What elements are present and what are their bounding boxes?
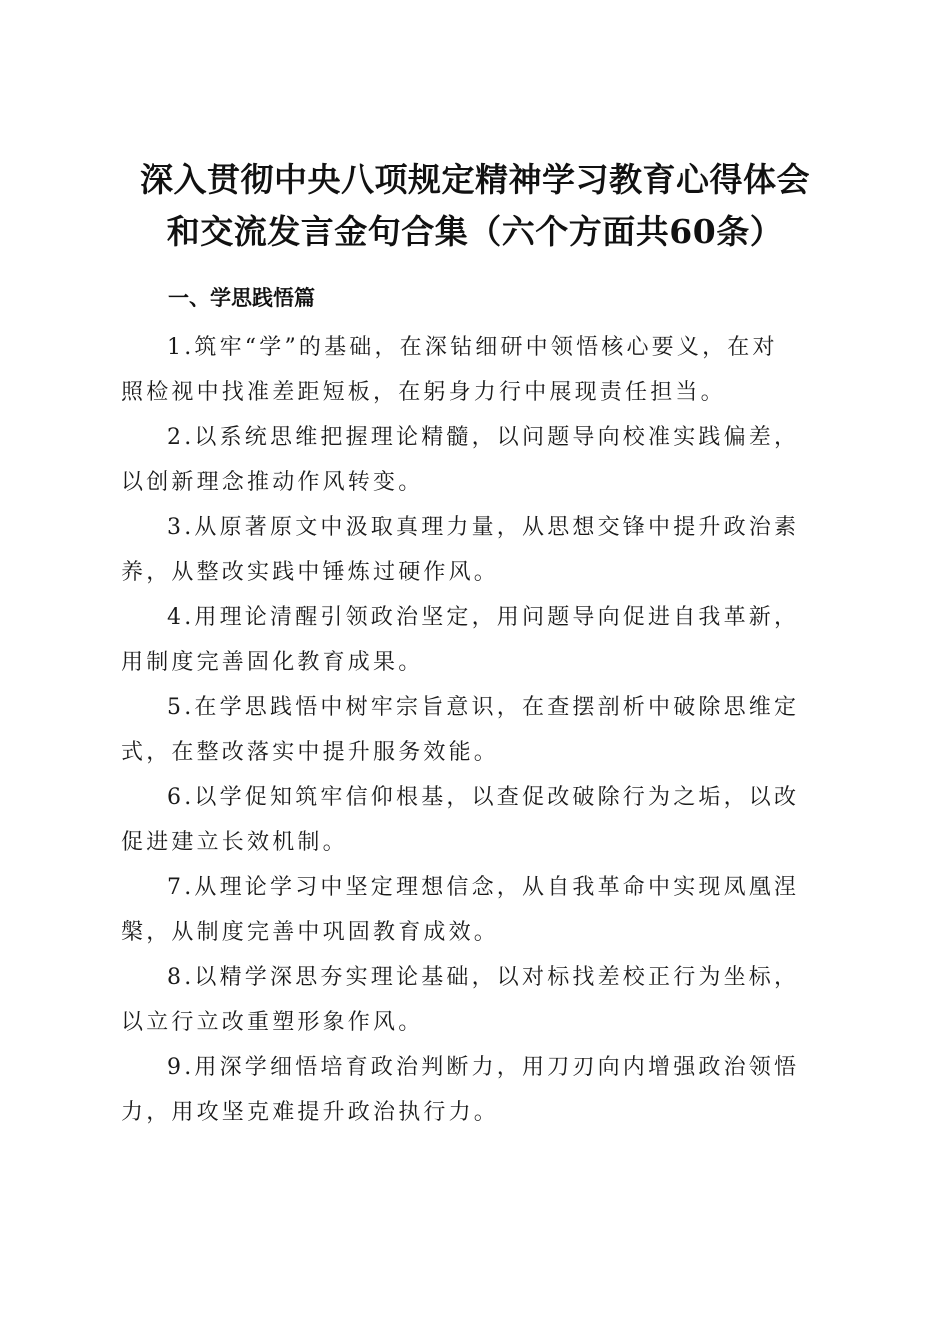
title-line-2: 和交流发言金句合集（六个方面共60条） — [166, 212, 784, 252]
quote-line: 式，在整改落实中提升服务效能。 — [121, 740, 500, 765]
quote-item-9 — [121, 1045, 831, 1135]
quote-line: 3.从原著原文中汲取真理力量，从思想交锋中提升政治素 — [167, 515, 800, 540]
quote-line: 以立行立改重塑形象作风。 — [121, 1010, 424, 1035]
quote-item-5 — [121, 685, 831, 775]
quote-line: 照检视中找准差距短板，在躬身力行中展现责任担当。 — [121, 380, 726, 405]
quote-line: 2.以系统思维把握理论精髓，以问题导向校准实践偏差， — [167, 425, 800, 450]
quote-list — [121, 325, 831, 1135]
quote-item-8 — [121, 955, 831, 1045]
quote-item-1 — [121, 325, 831, 415]
quote-line: 促进建立长效机制。 — [121, 830, 348, 855]
quote-line: 1.筑牢“学”的基础，在深钻细研中领悟核心要义，在对 — [167, 335, 778, 360]
quote-line: 以创新理念推动作风转变。 — [121, 470, 424, 495]
quote-line: 9.用深学细悟培育政治判断力，用刀刃向内增强政治领悟 — [167, 1055, 800, 1080]
quote-item-2 — [121, 415, 831, 505]
quote-item-3 — [121, 505, 831, 595]
quote-line: 用制度完善固化教育成果。 — [121, 650, 424, 675]
quote-line: 7.从理论学习中坚定理想信念，从自我革命中实现凤凰涅 — [167, 875, 800, 900]
quote-line: 5.在学思践悟中树牢宗旨意识，在查摆剖析中破除思维定 — [167, 695, 800, 720]
quote-line: 6.以学促知筑牢信仰根基，以查促改破除行为之垢，以改 — [167, 785, 800, 810]
quote-line: 8.以精学深思夯实理论基础，以对标找差校正行为坐标， — [167, 965, 800, 990]
quote-line: 力，用攻坚克难提升政治执行力。 — [121, 1100, 500, 1125]
quote-item-7 — [121, 865, 831, 955]
quote-line: 槃，从制度完善中巩固教育成效。 — [121, 920, 500, 945]
quote-line: 4.用理论清醒引领政治坚定，用问题导向促进自我革新， — [167, 605, 800, 630]
section-heading: 一、学思践悟篇 — [168, 286, 315, 310]
quote-line: 养，从整改实践中锤炼过硬作风。 — [121, 560, 500, 585]
title-line-1: 深入贯彻中央八项规定精神学习教育心得体会 — [140, 160, 810, 200]
quote-item-4 — [121, 595, 831, 685]
document-title — [100, 154, 850, 258]
quote-item-6 — [121, 775, 831, 865]
